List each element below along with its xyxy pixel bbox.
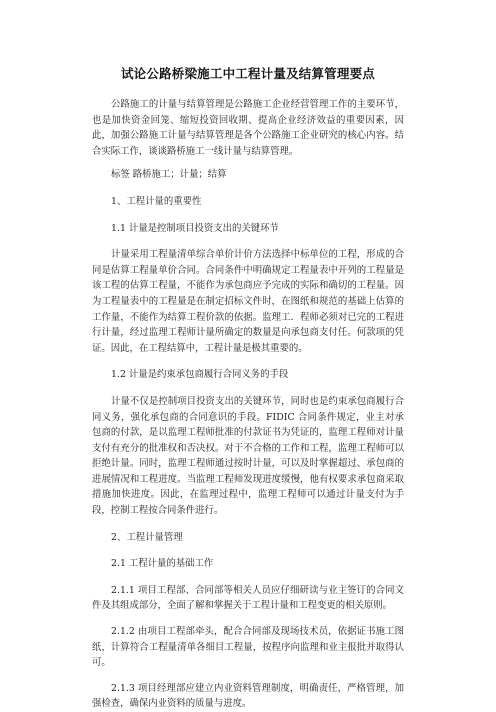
subsection-heading-1-1: 1.1 计量是控制项目投资支出的关键环节 bbox=[111, 222, 279, 234]
section-1-1-paragraph: 计量采用工程量清单综合单价计价方法选择中标单位的工程，形成的合同是估算工程量单价合同。合同条件中明确规定工程量表中开列的工程量是该工程的估算工程量，不能作为承包商应予完成的实际和确切的工程量。因为工程量表中的工程量是在制定招标文件时，在图纸和规范的基础上估算的工作量，不能作为结算工程价款的依据。监理工．程师必须对已完的工程进行计量，经过监理工程师计量所确定的数量是向承包商支付任。何款项的凭证。因此，在工程结算中，工程计量是极其重要的。 bbox=[92, 249, 404, 354]
subsection-heading-2-1: 2.1 工程计量的基础工作 bbox=[111, 558, 214, 570]
section-1-2-paragraph: 计量不仅是控制项目投资支出的关键环节，同时也是约束承包商履行合同义务，强化承包商的合同意识的手段。FIDIC 合同条件规定，业主对承包商的付款，是以监理工程师批准的付款证书为凭证的，监理工程师对计量支付有充分的批准权和否决权。对于不合格的工作和工程，监理工程师可以拒绝计量。同时，监理工程师通过按时计量，可以及时掌握超过、承包商的进展情况和工程进度。当监理工程师发现进度缓慢，他有权要求承包商采取措施加快进度。因此，在监理过程中，监理工程师可以通过计量支付为手段，控制工程按合同条件进行。 bbox=[92, 395, 404, 517]
abstract-paragraph: 公路施工的计量与结算管理是公路施工企业经营管理工作的主要环节，也是加快资金回笼、缩短投资回收期、提高企业经济效益的重要因素，因此，加强公路施工计量与结算管理是各个公路施工企业研究的核心内容。结合实际工作，谈谈路桥施工一线计量与结算管理。 bbox=[92, 99, 404, 157]
subsection-heading-1-2: 1.2 计量是约束承包商履行合同义务的手段 bbox=[111, 369, 289, 381]
section-2-1-item-2: 2.1.2 由项目工程部牵头，配合合同部及现场技术员，依据证书施工图纸，计算符合工程量清单各细目工程量，按程序向监理和业主报批并取得认可。 bbox=[92, 626, 404, 669]
document-body bbox=[92, 97, 404, 712]
section-heading-1: 1、工程计量的重要性 bbox=[111, 195, 202, 207]
keywords-line: 标签 路桥施工；计量；结算 bbox=[111, 169, 227, 181]
section-2-1-item-1: 2.1.1 项目工程部、合同部等相关人员应仔细研读与业主签订的合同文件及其组成部分，全面了解和掌握关于工程计量和工程变更的相关原则。 bbox=[92, 584, 404, 612]
document-title: 试论公路桥梁施工中工程计量及结算管理要点 bbox=[120, 66, 375, 81]
section-2-1-item-3: 2.1.3 项目经理部应建立内业资料管理制度，明确责任，严格管理，加强检查，确保内业资料的质量与进度。 bbox=[92, 682, 404, 710]
section-heading-2: 2、工程计量管理 bbox=[111, 531, 183, 543]
